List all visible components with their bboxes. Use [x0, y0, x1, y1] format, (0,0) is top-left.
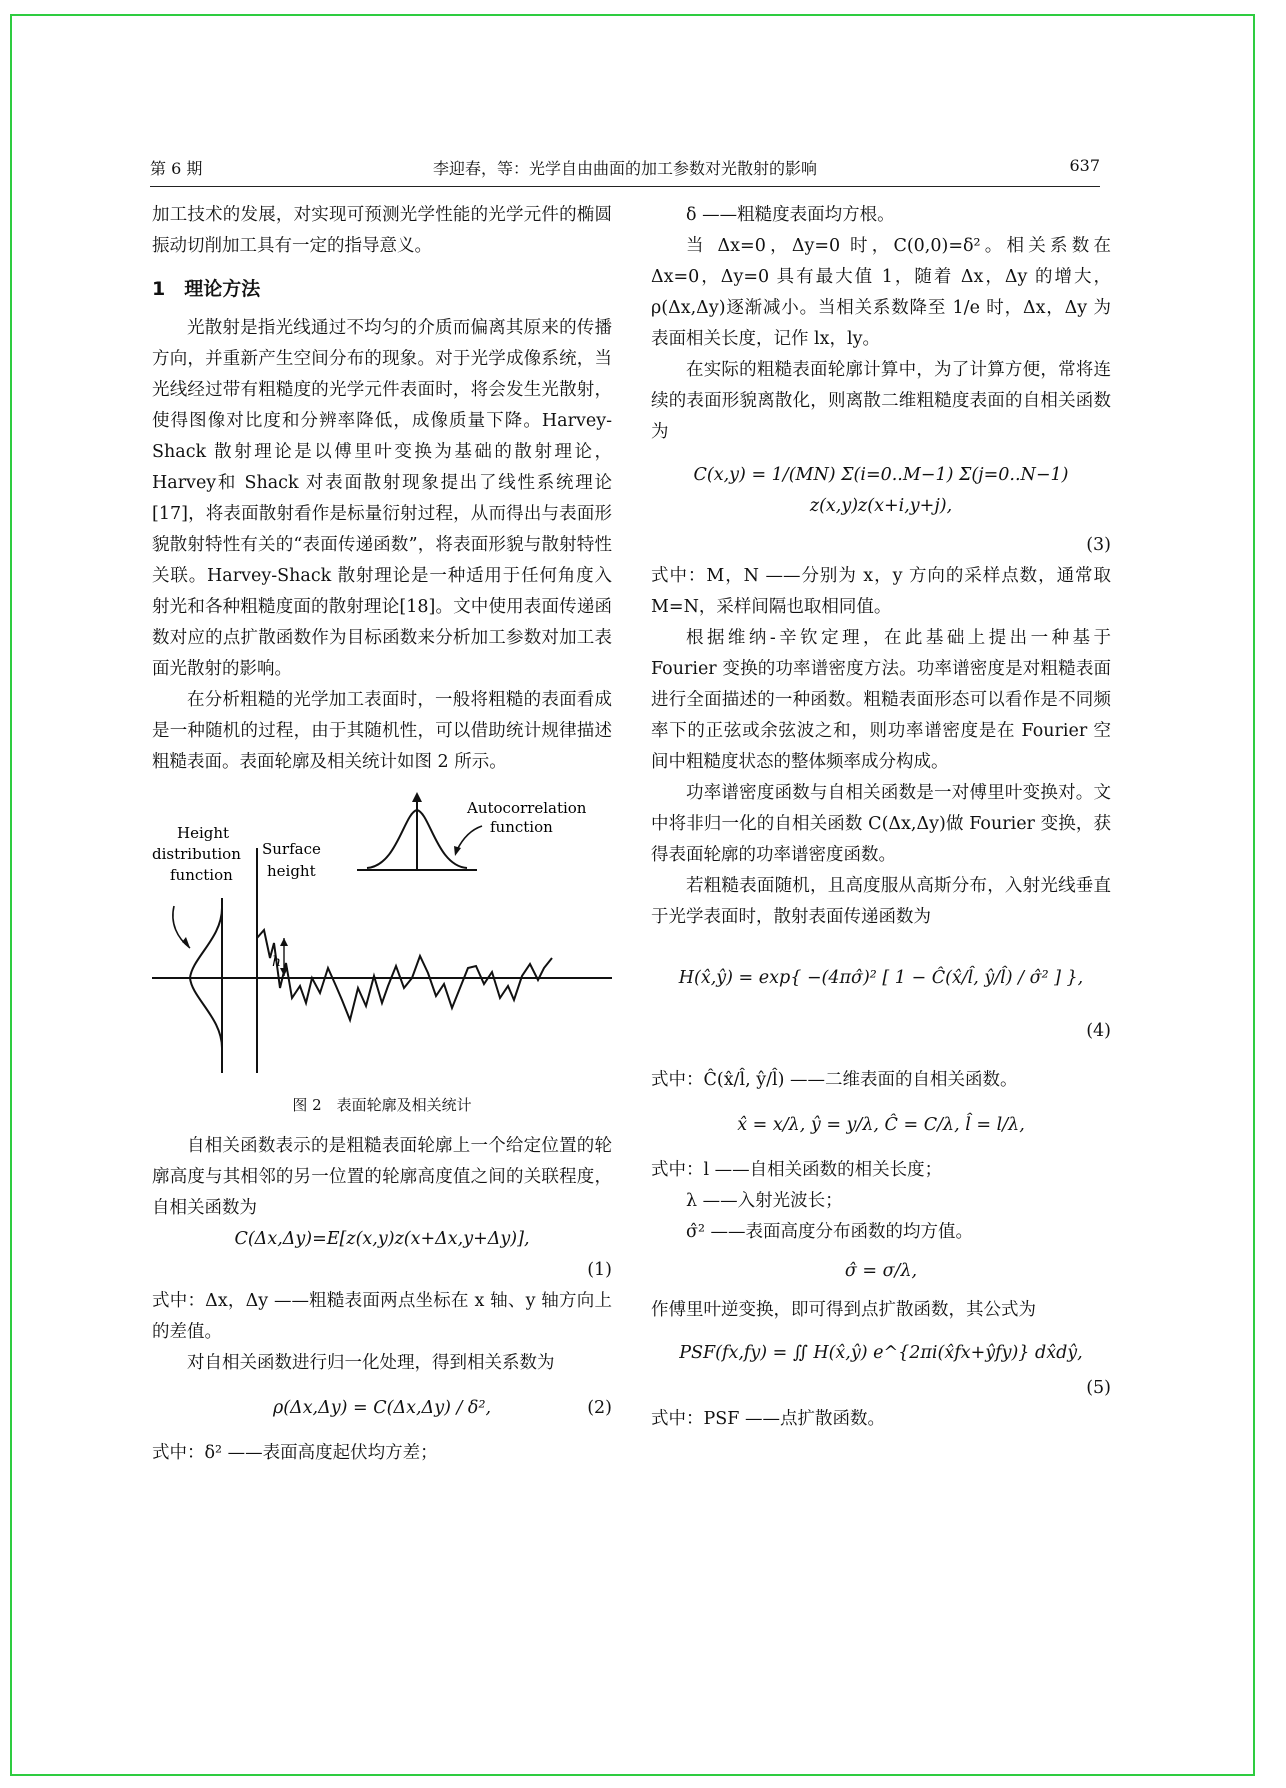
term-definition: δ ——粗糙度表面均方根。 — [686, 205, 895, 225]
height-label-2: distribution — [152, 845, 241, 863]
paragraph: 式中：δ² ——表面高度起伏均方差； — [152, 1443, 438, 1463]
paragraph: 式中：Δx，Δy ——粗糙表面两点坐标在 x 轴、y 轴方向上的差值。 — [152, 1291, 612, 1342]
paragraph: 当 Δx=0，Δy=0 时，C(0,0)=δ²。相关系数在 Δx=0，Δy=0 具有最大值 1，随着 Δx，Δy 的增大，ρ(Δx,Δy)逐渐减小。当相关系数降至 1/e 时，Δx，Δy 为表面相关长度，记作 lx，ly。 — [651, 236, 1111, 349]
equation-2-body: ρ(Δx,Δy) = C(Δx,Δy) / δ², — [272, 1398, 492, 1418]
paragraph: 式中：l ——自相关函数的相关长度； — [651, 1160, 943, 1180]
paragraph: 功率谱密度函数与自相关函数是一对傅里叶变换对。文中将非归一化的自相关函数 C(Δx,Δy)做 Fourier 变换，获得表面轮廓的功率谱密度函数。 — [651, 783, 1111, 865]
surface-label-2: height — [267, 862, 316, 880]
equation-2-number: (2) — [587, 1398, 612, 1418]
surface-label-1: Surface — [262, 840, 321, 858]
equation-2 — [152, 1393, 612, 1424]
equation-3: C(x,y) = 1/(MN) Σ(i=0..M−1) Σ(j=0..N−1) z(x,y)z(x+i,y+j), — [693, 465, 1069, 516]
surface-profile-diagram — [152, 788, 612, 1088]
h-label: h — [272, 954, 282, 970]
height-label-1: Height — [177, 824, 230, 842]
paragraph: 作傅里叶逆变换，即可得到点扩散函数，其公式为 — [651, 1300, 1036, 1320]
right-column — [651, 200, 1111, 1435]
section-heading: 1 理论方法 — [152, 278, 261, 300]
issue-number: 第 6 期 — [150, 159, 203, 178]
paragraph: 自相关函数表示的是粗糙表面轮廓上一个给定位置的轮廓高度与其相邻的另一位置的轮廓高度值之间的关联程度，自相关函数为 — [152, 1136, 612, 1218]
paragraph: 光散射是指光线通过不均匀的介质而偏离其原来的传播方向，并重新产生空间分布的现象。对于光学成像系统，当光线经过带有粗糙度的光学元件表面时，将会发生光散射，使得图像对比度和分辨率降低，成像质量下降。Harvey-Shack 散射理论是以傅里叶变换为基础的散射理论，Harvey和 Shack 对表面散射现象提出了线性系统理论[17]，将表面散射看作是标量衍射过程，从而得出与表面形貌散射特性有关的“表面传递函数”，将表面形貌与散射特性关联。Harvey-Shack 散射理论是一种适用于任何角度入射光和各种粗糙度面的散射理论[18]。文中使用表面传递函数对应的点扩散函数作为目标函数来分析加工参数对加工表面光散射的影响。 — [152, 318, 612, 679]
article-title: 李迎春，等：光学自由曲面的加工参数对光散射的影响 — [432, 159, 817, 178]
autocorr-label-1: Autocorrelation — [467, 799, 587, 817]
equation-1-number: (1) — [587, 1260, 612, 1280]
paragraph: 若粗糙表面随机，且高度服从高斯分布，入射光线垂直于光学表面时，散射表面传递函数为 — [651, 876, 1111, 927]
paragraph: 在分析粗糙的光学加工表面时，一般将粗糙的表面看成是一种随机的过程，由于其随机性，可以借助统计规律描述粗糙表面。表面轮廓及相关统计如图 2 所示。 — [152, 690, 612, 772]
term-definition: σ̂² ——表面高度分布函数的均方值。 — [686, 1222, 974, 1242]
paragraph: 在实际的粗糙表面轮廓计算中，为了计算方便，常将连续的表面形貌离散化，则离散二维粗糙度表面的自相关函数为 — [651, 360, 1111, 442]
equation-sigma: σ̂ = σ/λ, — [844, 1261, 918, 1281]
equation-defs: x̂ = x/λ, ŷ = y/λ, Ĉ = C/λ, l̂ = l/λ, — [737, 1115, 1025, 1135]
left-column — [152, 200, 612, 1469]
equation-4: H(x̂,ŷ) = exp{ −(4πσ̂)² [ 1 − Ĉ(x̂/l̂, ŷ/l̂) / σ̂² ] }, — [678, 968, 1084, 988]
figure-2 — [152, 788, 612, 1088]
paragraph: 式中：M，N ——分别为 x，y 方向的采样点数，通常取 M=N，采样间隔也取相同值。 — [651, 566, 1111, 617]
figure-caption: 图 2 表面轮廓及相关统计 — [292, 1096, 472, 1114]
equation-1: C(Δx,Δy)=E[z(x,y)z(x+Δx,y+Δy)], — [234, 1229, 530, 1249]
term-definition: λ ——入射光波长； — [686, 1191, 843, 1211]
equation-5: PSF(fx,fy) = ∬ H(x̂,ŷ) e^{2πi(x̂fx+ŷfy)} dx̂dŷ, — [679, 1343, 1083, 1363]
paragraph: 式中：PSF ——点扩散函数。 — [651, 1409, 885, 1429]
equation-4-number: (4) — [1086, 1021, 1111, 1041]
page-number: 637 — [1069, 156, 1100, 175]
paragraph: 根据维纳-辛钦定理，在此基础上提出一种基于 Fourier 变换的功率谱密度方法。功率谱密度是对粗糙表面进行全面描述的一种函数。粗糙表面形态可以看作是不同频率下的正弦或余弦波之和，则功率谱密度是在 Fourier 空间中粗糙度状态的整体频率成分构成。 — [651, 628, 1111, 772]
header-rule — [150, 186, 1100, 187]
height-label-3: function — [170, 866, 233, 884]
equation-5-number: (5) — [1086, 1378, 1111, 1398]
paragraph: 对自相关函数进行归一化处理，得到相关系数为 — [187, 1353, 555, 1373]
equation-3-number: (3) — [1086, 535, 1111, 555]
paragraph: 式中：Ĉ(x̂/l̂, ŷ/l̂) ——二维表面的自相关函数。 — [651, 1070, 1018, 1090]
running-header — [150, 156, 1100, 184]
intro-paragraph: 加工技术的发展，对实现可预测光学性能的光学元件的椭圆振动切削加工具有一定的指导意义。 — [152, 205, 612, 256]
autocorr-label-2: function — [490, 818, 553, 836]
